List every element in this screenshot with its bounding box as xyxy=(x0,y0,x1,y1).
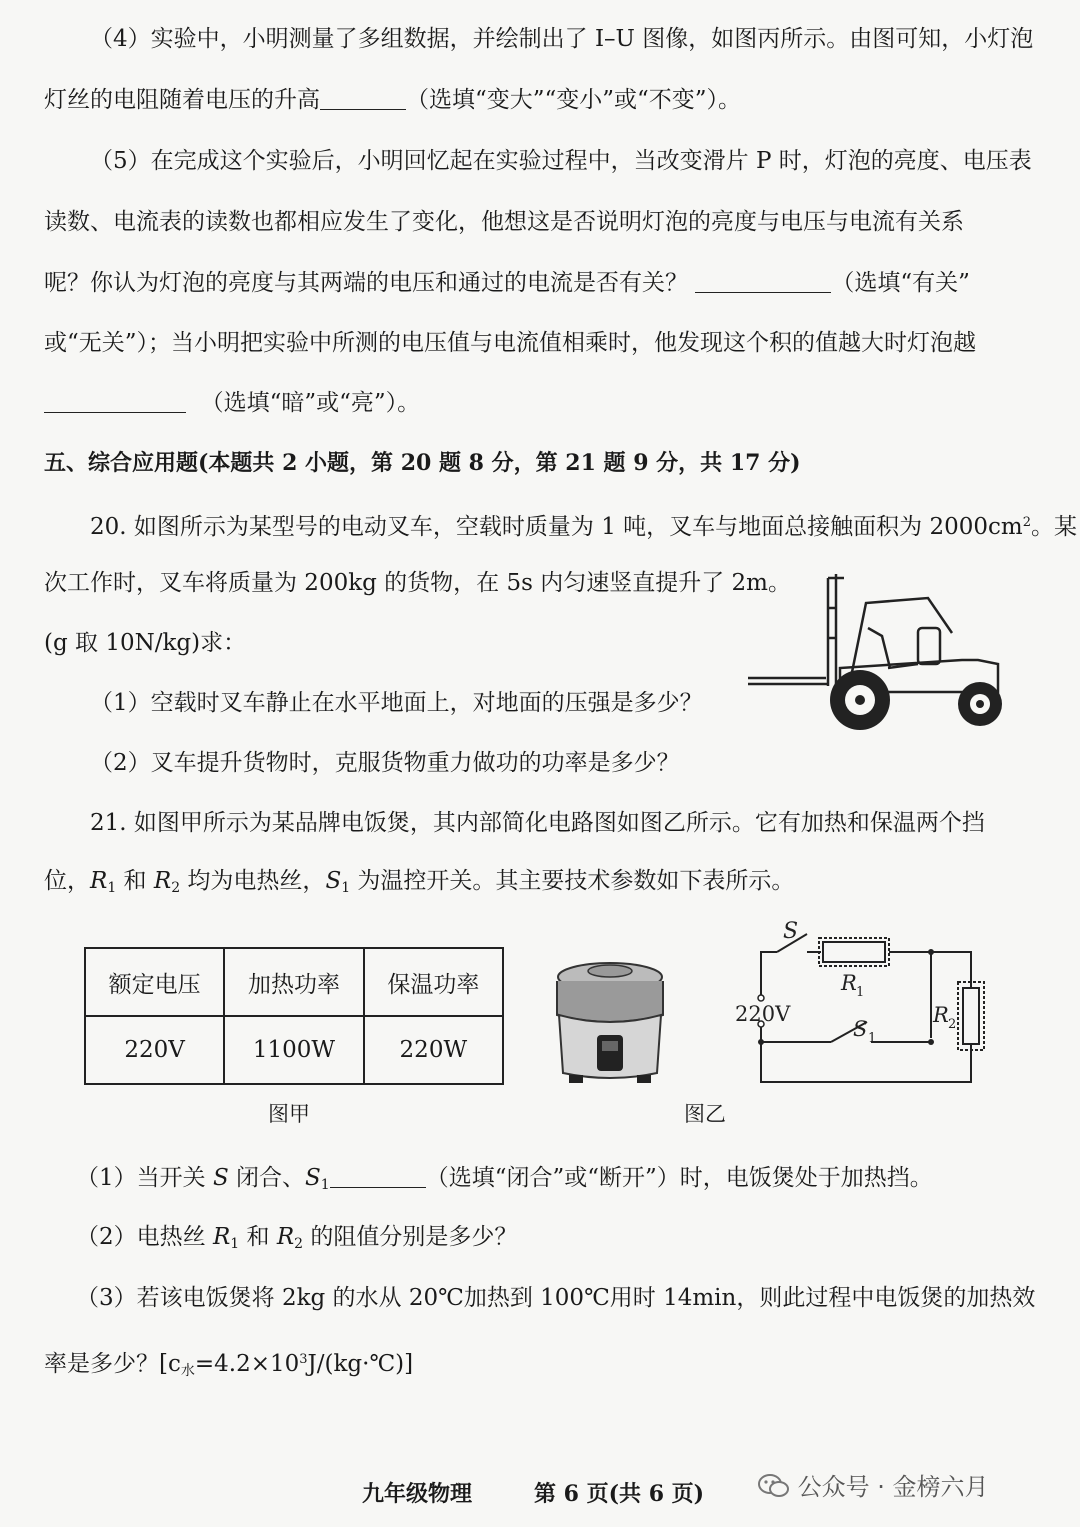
q21-sub1 xyxy=(76,1163,1028,1200)
q19-part5-line2: 读数、电流表的读数也都相应发生了变化，他想这是否说明灯泡的亮度与电压与电流有关系 xyxy=(44,209,964,235)
figure-caption-b: 图乙 xyxy=(684,1102,726,1126)
q19-part5-options: （选填“有关” xyxy=(831,270,970,296)
q20-sub2: （2）叉车提升货物时，克服货物重力做功的功率是多少？ xyxy=(90,750,680,776)
forklift-rear-wheel xyxy=(958,682,1002,726)
r1-symbol: R xyxy=(90,868,108,894)
q20-line3: (g 取 10N/kg)求： xyxy=(44,630,247,656)
q19-part5-question: 呢？你认为灯泡的亮度与其两端的电压和通过的电流是否有关？ xyxy=(44,270,688,296)
circuit-diagram xyxy=(735,918,1000,1088)
q21-sub1-a: （1）当开关 xyxy=(76,1165,213,1191)
label-s: S xyxy=(783,919,799,944)
spec-table xyxy=(84,947,504,1085)
watermark xyxy=(758,1467,989,1502)
footer-subject: 九年级物理 xyxy=(362,1481,473,1507)
s1-sub: 1 xyxy=(341,880,351,896)
label-voltage: 220V xyxy=(735,1002,791,1026)
section-heading: 五、综合应用题(本题共 2 小题，第 20 题 8 分，第 21 题 9 分，共 17 分) xyxy=(44,450,801,476)
q19-part5-line1: （5）在完成这个实验后，小明回忆起在实验过程中，当改变滑片 P 时，灯泡的亮度、电压表 xyxy=(90,148,1032,174)
label-s1-sub: 1 xyxy=(868,1031,877,1046)
q20-sub1: （1）空载时叉车静止在水平地面上，对地面的压强是多少？ xyxy=(90,690,703,716)
q21-sub3-cont-a: 率是多少？[c xyxy=(44,1351,181,1377)
label-s1: S xyxy=(853,1017,868,1041)
answer-blank-related[interactable] xyxy=(695,270,831,293)
forklift-figure xyxy=(748,568,1018,733)
q19-part4-options: （选填“变大”“变小”或“不变”）。 xyxy=(406,87,742,113)
wechat-icon xyxy=(758,1473,790,1499)
switch-s1-sub: 1 xyxy=(320,1177,330,1193)
q21-sub3: （3）若该电饭煲将 2kg 的水从 20℃加热到 100℃用时 14min，则此过程中电饭煲的加热效 xyxy=(76,1285,1036,1311)
r2-symbol: R xyxy=(276,1224,295,1250)
q21-sub3-cont-c: J/(kg·℃)] xyxy=(307,1351,414,1377)
q21-sub2 xyxy=(76,1222,1028,1259)
q21-sub3-cont xyxy=(44,1345,1028,1386)
q21-line2-pre: 位， xyxy=(44,868,90,894)
q21-sub2-c: 的阻值分别是多少？ xyxy=(303,1224,518,1250)
label-r2-sub: 2 xyxy=(948,1017,957,1032)
rice-cooker-figure xyxy=(545,955,675,1085)
q21-line2-end: 为温控开关。其主要技术参数如下表所示。 xyxy=(350,868,795,894)
switch-s1-symbol: S xyxy=(305,1165,321,1191)
label-r1-sub: 1 xyxy=(856,985,865,1000)
answer-blank-resistance[interactable] xyxy=(320,87,406,110)
q20-line1 xyxy=(90,508,1077,542)
q21-line2-and: 和 xyxy=(116,868,154,894)
answer-blank-switch[interactable] xyxy=(330,1165,426,1188)
exponent: 3 xyxy=(299,1352,308,1367)
q21-sub2-a: （2）电热丝 xyxy=(76,1224,213,1250)
r1-sub: 1 xyxy=(107,880,117,896)
s1-symbol: S xyxy=(325,868,342,894)
q19-part4-text: 灯丝的电阻随着电压的升高 xyxy=(44,87,320,113)
r2-sub: 2 xyxy=(294,1236,304,1252)
q19-part5-options2: （选填“暗”或“亮”）。 xyxy=(200,390,421,416)
r2-sub: 2 xyxy=(171,880,181,896)
q19-part5-line4: 或“无关”）；当小明把实验中所测的电压值与电流值相乘时，他发现这个积的值越大时灯泡越 xyxy=(44,330,977,356)
water-sub: 水 xyxy=(180,1363,195,1379)
resistor-r2 xyxy=(963,988,979,1044)
q19-part5-line5 xyxy=(44,388,1028,418)
q19-part4-line1: （4）实验中，小明测量了多组数据，并绘制出了 I–U 图像，如图丙所示。由图可知，小灯泡 xyxy=(90,26,1034,52)
table-cell: 220W xyxy=(364,1016,503,1084)
label-r2: R xyxy=(933,1003,949,1027)
table-header: 保温功率 xyxy=(364,948,503,1016)
r1-symbol: R xyxy=(212,1224,231,1250)
q20-area-sup: 2 xyxy=(1022,515,1031,530)
q21-sub3-cont-b: =4.2×10 xyxy=(194,1351,300,1377)
footer-page: 第 6 页(共 6 页) xyxy=(534,1481,705,1507)
answer-blank-brightness[interactable] xyxy=(44,390,186,413)
q21-sub2-b: 和 xyxy=(239,1224,277,1250)
forklift-front-wheel xyxy=(830,670,890,730)
q21-sub1-c: （选填“闭合”或“断开”）时，电饭煲处于加热挡。 xyxy=(425,1165,933,1191)
switch-s-symbol: S xyxy=(212,1165,229,1191)
resistor-r1 xyxy=(823,942,885,962)
q20-line1-end: 。某 xyxy=(1030,514,1077,540)
table-header: 额定电压 xyxy=(85,948,224,1016)
q21-sub1-b: 闭合、 xyxy=(228,1165,306,1191)
watermark-text: 公众号 · 金榜六月 xyxy=(797,1473,989,1501)
table-row xyxy=(85,1016,503,1084)
table-header: 加热功率 xyxy=(224,948,363,1016)
q21-line1: 21. 如图甲所示为某品牌电饭煲，其内部简化电路图如图乙所示。它有加热和保温两个挡 xyxy=(90,810,985,836)
q21-line2-mid: 均为电热丝， xyxy=(180,868,326,894)
label-r1: R xyxy=(841,971,857,995)
q21-line2 xyxy=(44,866,1028,903)
q20-line1-text: 20. 如图所示为某型号的电动叉车，空载时质量为 1 吨，叉车与地面总接触面积为 2000cm xyxy=(90,514,1023,540)
table-cell: 1100W xyxy=(224,1016,363,1084)
q19-part4-line2 xyxy=(44,85,1028,115)
table-header-row xyxy=(85,948,503,1016)
table-cell: 220V xyxy=(85,1016,224,1084)
figure-caption-a: 图甲 xyxy=(268,1102,310,1126)
r1-sub: 1 xyxy=(230,1236,240,1252)
r2-symbol: R xyxy=(153,868,172,894)
q20-line2: 次工作时，叉车将质量为 200kg 的货物，在 5s 内匀速竖直提升了 2m。 xyxy=(44,570,791,596)
q19-part5-line3 xyxy=(44,268,1028,298)
